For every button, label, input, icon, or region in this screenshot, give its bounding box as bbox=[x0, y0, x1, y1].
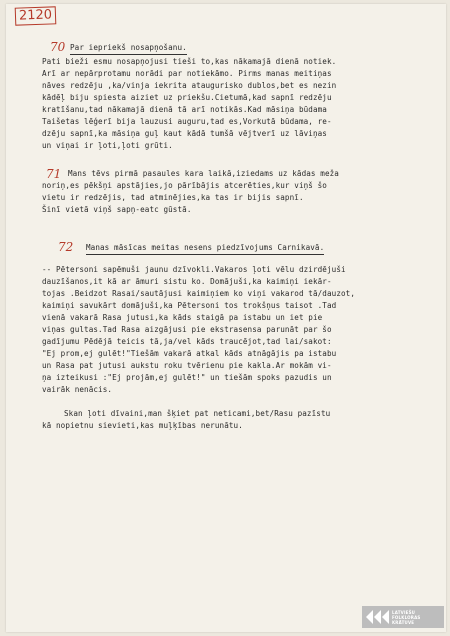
text-line: ņa izteikusi :"Ej projām,ej gulēt!" un tiešām spoks pazudis un bbox=[42, 373, 332, 382]
text-line: tojas .Beidzot Rasai/sautājusi kaimiņiem ko viņi vakarod tā/dauzot, bbox=[42, 289, 356, 298]
story-number: 71 bbox=[46, 167, 62, 181]
text-line: kā nopietnu sievieti,kas muļķības nerunātu. bbox=[42, 421, 243, 430]
text-line: Taišetas lēģerī bija lauzusi auguru,tad es,Vorkutā būdama, re- bbox=[42, 117, 332, 126]
text-line: kratīšanu,tad nākamajā dienā tā arī notikās.Kad māsiņa būdama bbox=[42, 105, 327, 114]
text-line: Skan ļoti dīvaini,man šķiet pat neticami,bet/Rasu pazīstu bbox=[64, 409, 331, 418]
text-line: dzēju sapnī,ka māsiņa guļ kaut kādā tumšā vējtverī uz lāviņas bbox=[42, 129, 327, 138]
org-line: KRĀTUVE bbox=[392, 619, 415, 625]
text-line: kādēļ biju spiesta aiziet uz priekšu.Cietumā,kad sapnī redzēju bbox=[42, 93, 332, 102]
story-number: 70 bbox=[50, 40, 66, 54]
story-title: Manas māsīcas meitas nesens piedzīvojums Carnikavā. bbox=[86, 242, 324, 255]
text-line: Mans tēvs pirmā pasaules kara laikā,iziedams uz kādas meža bbox=[68, 169, 339, 178]
text-line: -- Pētersoni sapēmuši jaunu dzīvokli.Vakaros ļoti vēlu dzirdējuši bbox=[42, 265, 346, 274]
archive-number: 2120 bbox=[15, 6, 57, 25]
text-line: viņas gultas.Tad Rasa aizgājusi pie ekstrasensa parunāt par šo bbox=[42, 325, 332, 334]
text-line: Šinī vietā viņš sapņ-eatc gūstā. bbox=[42, 205, 192, 214]
text-line: un Rasa pat jutusi aukstu roku tvērienu pie kakla.Ar mokām vi- bbox=[42, 361, 332, 370]
text-line: Arī ar nepārprotamu norādi par notiekāmo. Pirms manas meitiņas bbox=[42, 69, 332, 78]
text-line: dauzīšanos,it kā ar āmuri sistu ko. Domājuši,ka kaimiņi iekār- bbox=[42, 277, 332, 286]
text-line: vienā vakarā Rasa jutusi,ka kāds staigā pa istabu un iet pie bbox=[42, 313, 323, 322]
story-number: 72 bbox=[58, 240, 74, 254]
story-title: Par iepriekš nosapņošanu. bbox=[70, 42, 187, 55]
text-line: noriņ,es pēkšņi apstājies,jo pārībājis atcerēties,kur viņš šo bbox=[42, 181, 327, 190]
lfk-logo-icon bbox=[366, 610, 389, 624]
org-line: FOLKLORAS bbox=[392, 614, 421, 620]
text-line: nāves redzēju ,ka/vinja iekrita ataugurisko dublos,bet es nezin bbox=[42, 81, 337, 90]
archive-org-name bbox=[392, 610, 420, 625]
text-line: "Ej prom,ej gulēt!"Tiešām vakarā atkal kāds atnāgājis pa istabu bbox=[42, 349, 337, 358]
document-page bbox=[6, 4, 446, 632]
org-line: LATVIEŠU bbox=[392, 609, 416, 615]
text-line: un viņai ir ļoti,ļoti grūti. bbox=[42, 141, 173, 150]
text-line: kaimiņi savukārt domājuši,ka Pētersoni tos trokšņus taisot .Tad bbox=[42, 301, 337, 310]
text-line: gadījumu Pēdējā teicis tā,ja/vel kāds traucējot,tad lai/sakot: bbox=[42, 337, 332, 346]
text-line: vairāk nenācis. bbox=[42, 385, 113, 394]
archive-logo-badge bbox=[362, 606, 444, 628]
text-line: vietu ir redzējis, tad atminējies,ka tas ir bijis sapnī. bbox=[42, 193, 304, 202]
text-line: Pati bieži esmu nosapņojusi tieši to,kas nākamajā dienā notiek. bbox=[42, 57, 337, 66]
